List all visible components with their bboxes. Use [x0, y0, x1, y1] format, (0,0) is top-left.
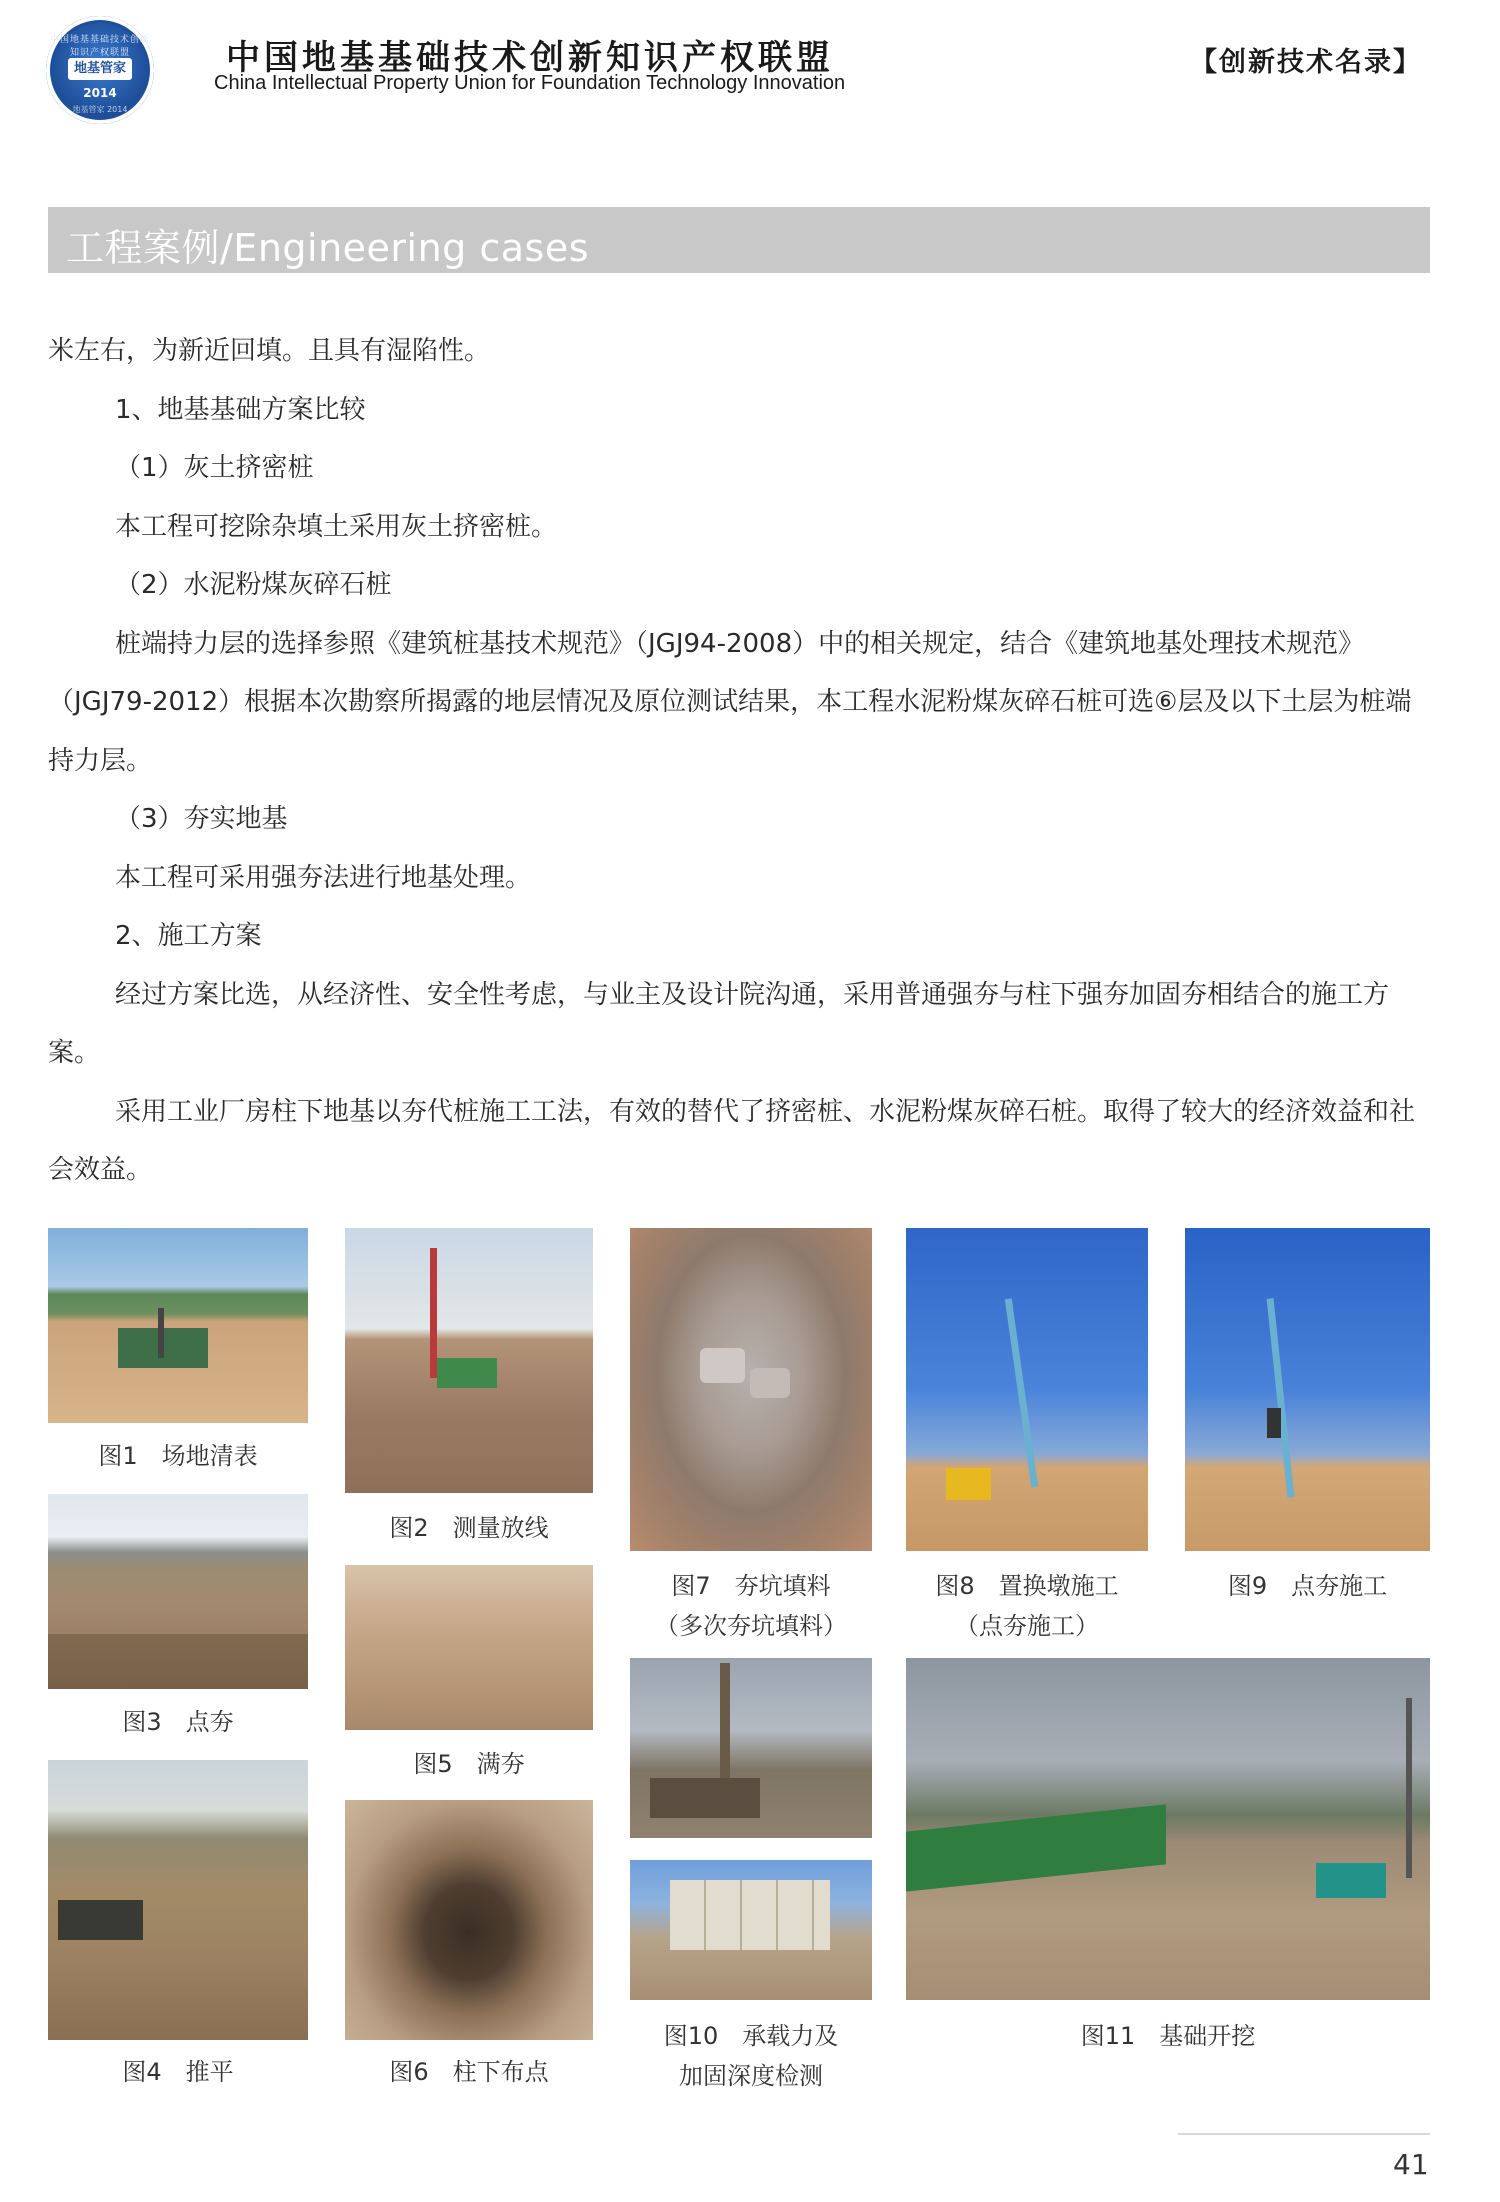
photo-site-clearing: [48, 1228, 308, 1423]
photo-point-tamping: [1185, 1228, 1430, 1551]
caption-fig8-line1: 图8 置换墩施工: [935, 1572, 1119, 1600]
logo-badge: 地基管家: [68, 58, 132, 80]
paragraph: （1）灰土挤密桩: [115, 453, 314, 483]
photo-leveling: [48, 1760, 308, 2040]
union-logo: [46, 16, 154, 124]
logo-year: 2014: [83, 86, 117, 100]
page-number: 41: [1393, 2148, 1429, 2181]
footer-divider: [1178, 2133, 1430, 2135]
section-bar: [48, 207, 1430, 273]
photo-bearing-capacity-test: [630, 1860, 872, 2000]
caption-fig1: 图1 场地清表: [98, 1442, 258, 1470]
paragraph: （3）夯实地基: [115, 804, 288, 834]
header-title-cn: 中国地基基础技术创新知识产权联盟: [226, 38, 834, 78]
photo-replacement-pier: [906, 1228, 1148, 1551]
paragraph: 2、施工方案: [115, 921, 262, 951]
header-title-en: China Intellectual Property Union for Foundation Technology Innovation: [214, 72, 846, 94]
caption-fig7-line2: （多次夯坑填料）: [655, 1612, 847, 1640]
caption-fig10-line1: 图10 承载力及: [663, 2022, 839, 2050]
caption-fig3: 图3 点夯: [122, 1708, 234, 1736]
caption-fig8-line2: （点夯施工）: [955, 1612, 1099, 1640]
section-title: 工程案例/Engineering cases: [66, 226, 590, 270]
caption-fig6: 图6 柱下布点: [389, 2058, 549, 2086]
caption-fig5: 图5 满夯: [413, 1750, 525, 1778]
photo-foundation-excavation: [906, 1658, 1430, 2000]
caption-fig7-line1: 图7 夯坑填料: [671, 1572, 831, 1600]
paragraph: 桩端持力层的选择参照《建筑桩基技术规范》（JGJ94-2008）中的相关规定，结合《建筑地基处理技术规范》（JGJ79-2012）根据本次勘察所揭露的地层情况及原位测试结果，本工程水泥粉煤灰碎石桩可选⑥层及以下土层为桩端持力层。: [48, 628, 1412, 776]
photo-column-layout: [345, 1800, 593, 2040]
photo-surveying: [345, 1228, 593, 1493]
paragraph: 本工程可采用强夯法进行地基处理。: [115, 862, 532, 893]
photo-dynamic-compaction: [48, 1494, 308, 1689]
paragraph: 米左右，为新近回填。且具有湿陷性。: [48, 336, 491, 366]
caption-fig11: 图11 基础开挖: [1080, 2022, 1256, 2050]
photo-pit-filling: [630, 1228, 872, 1551]
logo-sub: 地基管家 2014: [72, 105, 128, 114]
body-text: [48, 322, 1430, 1200]
caption-fig2: 图2 测量放线: [389, 1514, 549, 1542]
caption-fig4: 图4 推平: [122, 2058, 234, 2086]
paragraph: （2）水泥粉煤灰碎石桩: [115, 570, 392, 600]
photo-load-test-rig: [630, 1658, 872, 1838]
logo-ring-text: 中国地基基础技术创新知识产权联盟: [49, 35, 150, 58]
paragraph: 经过方案比选，从经济性、安全性考虑，与业主及设计院沟通，采用普通强夯与柱下强夯加固夯相结合的施工方案。: [48, 979, 1390, 1068]
paragraph: 1、地基基础方案比较: [115, 394, 366, 425]
caption-fig10-line2: 加固深度检测: [679, 2062, 823, 2090]
header-tag: 【创新技术名录】: [1190, 47, 1422, 78]
photo-full-compaction: [345, 1565, 593, 1730]
paragraph: 本工程可挖除杂填土采用灰土挤密桩。: [115, 511, 558, 542]
paragraph: 采用工业厂房柱下地基以夯代桩施工工法，有效的替代了挤密桩、水泥粉煤灰碎石桩。取得了较大的经济效益和社会效益。: [48, 1096, 1416, 1185]
caption-fig9: 图9 点夯施工: [1227, 1572, 1388, 1600]
